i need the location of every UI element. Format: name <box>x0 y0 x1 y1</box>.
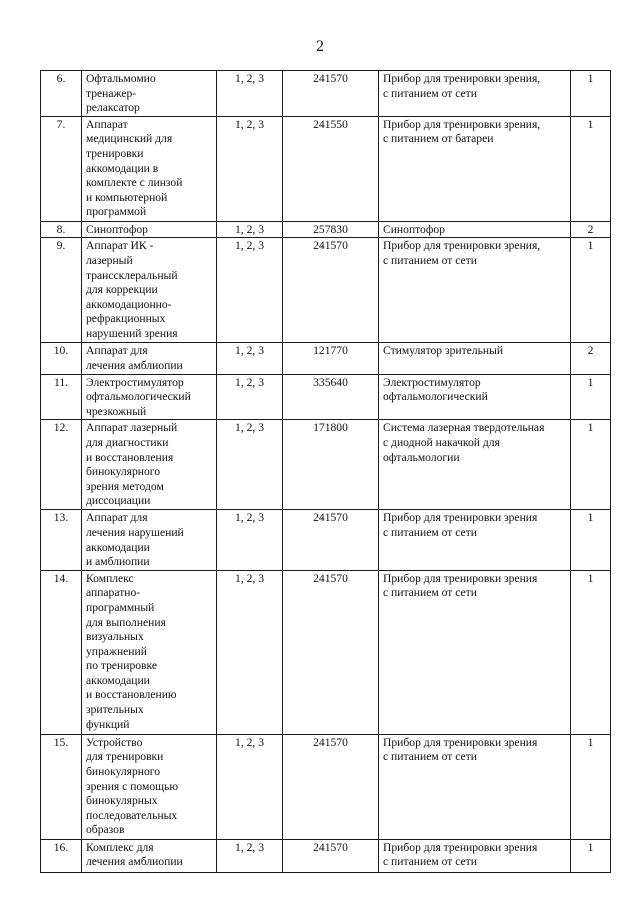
quantity-cell <box>571 420 611 510</box>
conditions: 1, 2, 3 <box>235 735 264 749</box>
conditions: 1, 2, 3 <box>235 840 264 854</box>
type-description-cell <box>379 510 571 570</box>
conditions: 1, 2, 3 <box>235 571 264 585</box>
row-number-cell <box>41 116 82 221</box>
conditions-cell <box>217 839 283 872</box>
quantity: 1 <box>587 421 594 435</box>
conditions: 1, 2, 3 <box>235 421 264 435</box>
equipment-name-cell <box>82 71 217 117</box>
row-number-cell <box>41 510 82 570</box>
row-number: 15. <box>53 735 69 749</box>
type-description-cell <box>379 420 571 510</box>
type-code: 241550 <box>313 117 348 131</box>
row-number: 9. <box>56 239 66 253</box>
equipment-name: Устройство для тренировки бинокулярного зрения с помощью бинокулярных последовательных образов <box>86 735 178 837</box>
type-code-cell <box>283 570 379 734</box>
conditions: 1, 2, 3 <box>235 72 264 85</box>
type-code: 241570 <box>313 735 348 749</box>
quantity-cell <box>571 839 611 872</box>
table-row <box>41 116 611 221</box>
quantity-cell <box>571 510 611 570</box>
row-number-cell <box>41 221 82 238</box>
quantity: 1 <box>587 735 594 749</box>
conditions-cell <box>217 510 283 570</box>
type-description: Прибор для тренировки зрения с питанием от сети <box>383 840 538 869</box>
type-description: Прибор для тренировки зрения с питанием от сети <box>383 571 538 600</box>
conditions-cell <box>217 374 283 420</box>
equipment-name-cell <box>82 343 217 374</box>
quantity-cell <box>571 221 611 238</box>
type-description: Стимулятор зрительный <box>383 344 504 358</box>
conditions-cell <box>217 238 283 343</box>
type-code-cell <box>283 71 379 117</box>
quantity: 1 <box>587 72 594 85</box>
equipment-name: Комплекс аппаратно- программный для выполнения визуальных упражнений по тренировке аккомодации и восстановлению зрительных функций <box>86 571 177 731</box>
row-number: 13. <box>53 511 69 525</box>
type-code-cell <box>283 238 379 343</box>
conditions-cell <box>217 570 283 734</box>
type-description-cell <box>379 71 571 117</box>
type-code: 257830 <box>313 222 348 236</box>
table-row <box>41 71 611 117</box>
table-row <box>41 343 611 374</box>
type-code: 171800 <box>313 421 348 435</box>
row-number-cell <box>41 420 82 510</box>
equipment-name-cell <box>82 839 217 872</box>
quantity: 1 <box>587 571 594 585</box>
equipment-name-cell <box>82 221 217 238</box>
row-number-cell <box>41 734 82 839</box>
conditions-cell <box>217 71 283 117</box>
equipment-table <box>40 70 611 873</box>
quantity: 1 <box>587 840 594 854</box>
quantity-cell <box>571 116 611 221</box>
equipment-name: Синоптофор <box>86 222 148 236</box>
conditions: 1, 2, 3 <box>235 375 264 389</box>
table-row <box>41 374 611 420</box>
type-description-cell <box>379 238 571 343</box>
type-description: Прибор для тренировки зрения с питанием от сети <box>383 511 538 539</box>
type-description-cell <box>379 116 571 221</box>
type-code-cell <box>283 510 379 570</box>
conditions-cell <box>217 221 283 238</box>
conditions: 1, 2, 3 <box>235 344 264 358</box>
equipment-name-cell <box>82 570 217 734</box>
quantity: 1 <box>587 117 594 131</box>
type-code: 121770 <box>313 344 348 358</box>
type-description-cell <box>379 839 571 872</box>
type-code-cell <box>283 116 379 221</box>
table-row <box>41 839 611 872</box>
conditions-cell <box>217 420 283 510</box>
table-row <box>41 420 611 510</box>
type-code-cell <box>283 343 379 374</box>
type-code: 241570 <box>313 72 348 85</box>
conditions-cell <box>217 116 283 221</box>
quantity-cell <box>571 734 611 839</box>
equipment-name: Аппарат медицинский для тренировки аккомодации в комплекте с линзой и компьютерной программой <box>86 117 183 219</box>
conditions: 1, 2, 3 <box>235 511 264 525</box>
row-number-cell <box>41 71 82 117</box>
row-number: 14. <box>53 571 69 585</box>
equipment-name-cell <box>82 374 217 420</box>
quantity: 1 <box>587 375 594 389</box>
type-code-cell <box>283 374 379 420</box>
type-description-cell <box>379 570 571 734</box>
quantity-cell <box>571 570 611 734</box>
equipment-name: Аппарат лазерный для диагностики и восстановления бинокулярного зрения методом диссоциации <box>86 421 178 508</box>
row-number: 16. <box>53 840 69 854</box>
row-number: 10. <box>53 344 69 358</box>
type-code-cell <box>283 420 379 510</box>
equipment-name: Электростимулятор офтальмологический чрезкожный <box>86 375 191 418</box>
quantity-cell <box>571 71 611 117</box>
equipment-table-body <box>41 71 611 873</box>
type-code: 241570 <box>313 840 348 854</box>
type-description: Прибор для тренировки зрения, с питанием от сети <box>383 239 541 267</box>
type-code: 241570 <box>313 239 348 253</box>
equipment-name-cell <box>82 510 217 570</box>
table-row <box>41 734 611 839</box>
equipment-name-cell <box>82 734 217 839</box>
row-number-cell <box>41 343 82 374</box>
row-number: 8. <box>56 222 66 236</box>
equipment-name: Комплекс для лечения амблиопии <box>86 840 183 869</box>
quantity-cell <box>571 238 611 343</box>
type-code-cell <box>283 734 379 839</box>
quantity: 2 <box>587 222 594 236</box>
table-row <box>41 221 611 238</box>
row-number: 12. <box>53 421 69 435</box>
type-code-cell <box>283 839 379 872</box>
quantity: 1 <box>587 239 594 253</box>
type-code: 335640 <box>313 375 348 389</box>
type-description: Система лазерная твердотельная с диодной накачкой для офтальмологии <box>383 421 545 464</box>
table-row <box>41 570 611 734</box>
type-description: Прибор для тренировки зрения с питанием от сети <box>383 735 538 764</box>
table-row <box>41 238 611 343</box>
row-number: 7. <box>56 117 66 131</box>
table-row <box>41 510 611 570</box>
quantity: 1 <box>587 511 594 525</box>
quantity-cell <box>571 343 611 374</box>
type-description: Синоптофор <box>383 222 445 236</box>
type-description-cell <box>379 734 571 839</box>
equipment-name: Аппарат для лечения нарушений аккомодации и амблиопии <box>86 511 184 569</box>
type-description: Прибор для тренировки зрения, с питанием от сети <box>383 72 541 100</box>
conditions-cell <box>217 343 283 374</box>
equipment-name: Аппарат ИК - лазерный транссклеральный для коррекции аккомодационно- рефракционных нарушений зрения <box>86 239 178 340</box>
conditions: 1, 2, 3 <box>235 117 264 131</box>
type-code: 241570 <box>313 571 348 585</box>
type-description: Электростимулятор офтальмологический <box>383 375 488 404</box>
type-description-cell <box>379 221 571 238</box>
row-number-cell <box>41 238 82 343</box>
page-number: 2 <box>316 38 324 55</box>
type-description: Прибор для тренировки зрения, с питанием от батареи <box>383 117 541 146</box>
equipment-name: Офтальмомио тренажер- релаксатор <box>86 72 156 115</box>
row-number: 11. <box>53 375 69 389</box>
conditions-cell <box>217 734 283 839</box>
equipment-name: Аппарат для лечения амблиопии <box>86 344 183 372</box>
equipment-name-cell <box>82 116 217 221</box>
row-number: 6. <box>56 72 66 85</box>
conditions: 1, 2, 3 <box>235 239 264 253</box>
type-code-cell <box>283 221 379 238</box>
quantity-cell <box>571 374 611 420</box>
equipment-name-cell <box>82 420 217 510</box>
equipment-name-cell <box>82 238 217 343</box>
conditions: 1, 2, 3 <box>235 222 264 236</box>
quantity: 2 <box>587 344 594 358</box>
row-number-cell <box>41 374 82 420</box>
type-description-cell <box>379 343 571 374</box>
row-number-cell <box>41 839 82 872</box>
type-code: 241570 <box>313 511 348 525</box>
row-number-cell <box>41 570 82 734</box>
type-description-cell <box>379 374 571 420</box>
